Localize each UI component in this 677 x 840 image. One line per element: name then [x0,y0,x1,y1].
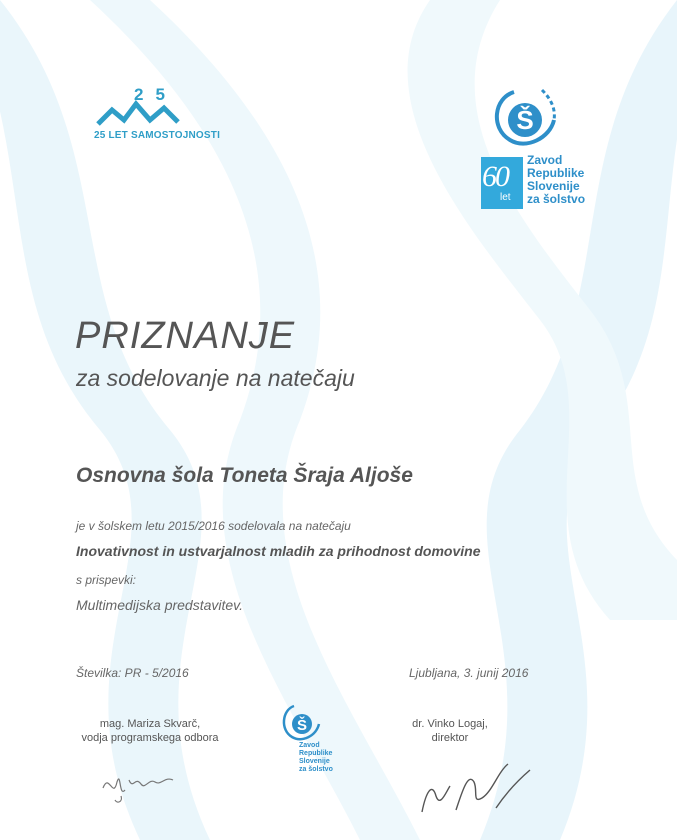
contribution-label: s prispevki: [76,573,137,587]
place-date: Ljubljana, 3. junij 2016 [409,666,529,680]
stamp-s-caron-icon [278,700,324,744]
zrss-name-line: Zavod [527,153,563,167]
zrss-name-line: za šolstvo [527,192,586,206]
signature-left [95,760,195,810]
stamp-text-line: Slovenije [299,758,330,765]
stamp-text-line: Zavod [299,742,320,749]
signatory-right-name: dr. Vinko Logaj, [412,718,488,730]
school-year-line: je v šolskem letu 2015/2016 sodelovala na natečaju [76,519,351,533]
stamp-text-line: Republike [299,750,333,757]
logo-25-caption: 25 LET SAMOSTOJNOSTI [94,130,221,141]
stamp-text-line: za šolstvo [299,766,333,773]
signatory-right-role: direktor [431,732,469,744]
signatory-right [390,717,510,745]
zrss-years: 60 [482,160,508,193]
zrss-name [527,154,585,206]
zrss-years-label: let [500,192,511,203]
signatory-left-name: mag. Mariza Skvarč, [99,718,201,730]
signatory-left-role: vodja programskega odbora [81,732,219,744]
contest-name: Inovativnost in ustvarjalnost mladih za prihodnost domovine [76,543,481,559]
certificate-title: PRIZNANJE [75,315,296,357]
zrss-name-line: Slovenije [527,179,580,193]
recipient-school: Osnovna šola Toneta Šraja Aljoše [76,464,413,487]
certificate-subtitle: za sodelovanje na natečaju [76,365,355,391]
svg-text:Š: Š [516,105,534,135]
zrss-name-line: Republike [527,166,585,180]
contribution-value: Multimedijska predstavitev. [76,597,244,613]
stamp-text [299,742,333,774]
document-number: Številka: PR - 5/2016 [76,666,189,680]
svg-text:Š: Š [296,717,308,734]
logo-25-number: 25 [134,85,177,104]
signature-right [412,752,542,822]
signatory-left [70,717,230,745]
s-caron-circle-icon [484,80,564,152]
